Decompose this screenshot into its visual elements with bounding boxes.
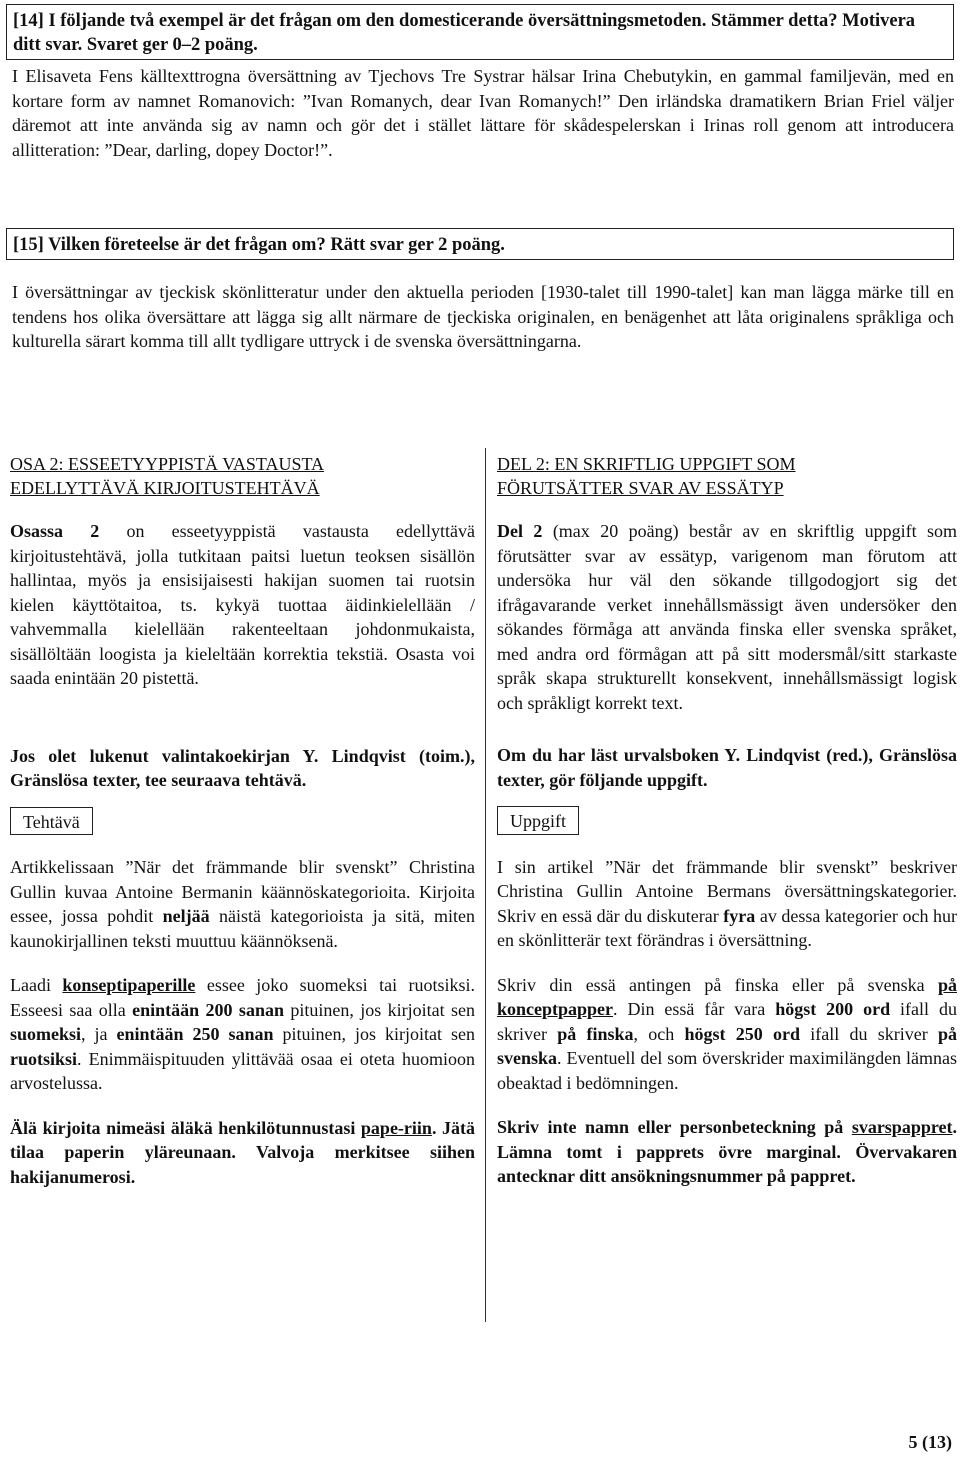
- finnish-write-k: . Enimmäispituuden ylittävää osaa ei oteta huomioon arvostelussa.: [10, 1048, 475, 1093]
- swedish-intro: [497, 519, 957, 715]
- finnish-warn-a: Älä kirjoita nimeäsi äläkä henkilötunnustasi: [10, 1117, 361, 1138]
- swedish-task: [497, 855, 957, 953]
- swedish-task-a: I sin artikel ”När det främmande blir svenskt” beskriver Christina Gullin Antoine Bermans översättningskategorier. Skriv en essä där du diskuterar: [497, 856, 957, 926]
- finnish-write-f: suomeksi: [10, 1024, 82, 1044]
- swedish-task-b: fyra: [723, 905, 756, 926]
- question-15-text: [15] Vilken företeelse är det frågan om? Rätt svar ger 2 poäng.: [13, 235, 505, 255]
- swedish-heading-line-2: FÖRUTSÄTTER SVAR AV ESSÄTYP: [497, 478, 784, 498]
- finnish-write-e: pituinen, jos kirjoitat sen: [283, 999, 476, 1020]
- swedish-writing-rules: [497, 973, 957, 1096]
- column-divider: [485, 448, 486, 1322]
- finnish-intro-text: on esseetyyppistä vastausta edellyttävä kirjoitustehtävä, jolla tutkitaan paitsi luetun teoksen sisällön hallintaa, myös ja ensisijaisesti hakijan suomen tai ruotsin kielen käyttötaitoa, ts. kykyä tuottaa äidinkielellään / vahvemmalla kielellään rakenteeltaan johdonmukaista, sisällöltään loogista ja kieleltään korrektia tekstiä. Osasta voi saada enintään 20 pistettä.: [10, 521, 475, 688]
- question-14-text: [14] I följande två exempel är det frågan om den domesticerande översättningsmetoden. Stämmer detta? Motivera ditt svar. Svaret ger 0–2 poäng.: [13, 11, 916, 55]
- finnish-warning: [10, 1116, 475, 1190]
- finnish-heading-line-1: OSA 2: ESSEETYYPPISTÄ VASTAUSTA: [10, 454, 325, 474]
- finnish-intro: [10, 519, 475, 691]
- page-number: 5 (13): [908, 1432, 952, 1452]
- finnish-task-a: Artikkelissaan ”När det främmande blir svenskt” Christina Gullin kuvaa Antoine Bermanin käännöskategorioita. Kirjoita essee, jossa pohdit: [10, 857, 475, 926]
- swedish-write-k: . Eventuell del som överskrider maximilängden lämnas obeaktad i bedömningen.: [497, 1048, 957, 1093]
- finnish-task: [10, 855, 475, 953]
- swedish-write-h: högst 250 ord: [684, 1023, 801, 1044]
- swedish-intro-text: (max 20 poäng) består av en skriftlig uppgift som förutsätter svar av essätyp, varigenom man förutom att undersöka hur väl den sökande tillgodogjort sig det ifrågavarande verket innehållsmässigt även undersöker den sökandes förmåga att använda finska eller svenska språket, med andra ord förmågan att på sitt modersmål/sitt starkaste språk skapa strukturellt konsekvent, innehållsmässigt logisk och språkligt korrekt text.: [497, 521, 957, 713]
- swedish-task-label-box: [497, 806, 957, 835]
- finnish-task-label: Tehtävä: [10, 807, 93, 836]
- swedish-write-i: ifall du skriver: [800, 1023, 938, 1044]
- swedish-write-f: på finska: [557, 1023, 634, 1044]
- question-15-passage: I översättningar av tjeckisk skönlitteratur under den aktuella perioden [1930-talet till 1990-talet] kan man lägga märke till en tendens hos olika översättare att lägga sig allt närmare de tjeckiska originalen, en benägenhet att låta originalens språkliga och kulturella särart komma till allt tydligare uttryck i de svenska översättningarna.: [12, 282, 954, 351]
- finnish-write-a: Laadi: [10, 975, 63, 995]
- swedish-warn-c: . Lämna tomt i papprets övre marginal. Övervakaren antecknar ditt ansökningsnummer på pappret.: [497, 1117, 957, 1186]
- swedish-write-d: högst 200 ord: [775, 999, 891, 1019]
- question-14-passage: I Elisaveta Fens källtexttrogna översättning av Tjechovs Tre Systrar hälsar Irina Chebutykin, en gammal familjevän, med en kortare form av namnet Romanovich: ”Ivan Romanych, dear Ivan Romanych!” Den irländska dramatikern Brian Friel väljer däremot att inte använda sig av namn och gör det i stället lättare för skådespelerskan i Irinas roll genom att introducera allitteration: ”Dear, darling, dopey Doctor!”.: [12, 66, 954, 160]
- swedish-task-c: av dessa kategorier och hur en skönlitterär text förändras i översättning.: [497, 905, 957, 950]
- swedish-column: [497, 452, 957, 1189]
- finnish-warn-c: . Jätä tilaa paperin yläreunaan. Valvoja merkitsee siihen hakijanumerosi.: [10, 1117, 475, 1187]
- finnish-write-d: enintään 200 sanan: [132, 999, 284, 1020]
- finnish-write-h: enintään 250 sanan: [116, 1024, 274, 1044]
- swedish-warning: [497, 1115, 957, 1189]
- question-14-box: [6, 4, 954, 60]
- finnish-book-instruction: Jos olet lukenut valintakoekirjan Y. Lindqvist (toim.), Gränslösa texter, tee seuraava tehtävä.: [10, 745, 475, 790]
- finnish-heading: [10, 452, 475, 500]
- question-15-box: [6, 228, 954, 260]
- finnish-write-c: essee joko suomeksi tai ruotsiksi. Esseesi saa olla: [10, 975, 475, 1020]
- swedish-intro-bold: Del 2: [497, 521, 543, 541]
- swedish-book-instruction: Om du har läst urvalsboken Y. Lindqvist (red.), Gränslösa texter, gör följande uppgift.: [497, 745, 957, 790]
- finnish-intro-bold: Osassa 2: [10, 521, 100, 541]
- swedish-write-j: på svenska: [497, 1023, 957, 1068]
- finnish-warn-b: pape-riin: [360, 1117, 432, 1138]
- finnish-task-c: näistä kategorioista ja sitä, miten kaunokirjallinen teksti muuttuu käännöksenä.: [10, 906, 475, 951]
- finnish-write-i: pituinen, jos kirjoitat sen: [273, 1024, 475, 1044]
- swedish-warn-b: svarspappret: [851, 1117, 953, 1137]
- swedish-write-a: Skriv din essä antingen på finska eller på svenska: [497, 974, 938, 995]
- finnish-write-g: , ja: [81, 1024, 117, 1044]
- finnish-write-j: ruotsiksi: [10, 1048, 78, 1069]
- swedish-write-c: . Din essä får vara: [613, 999, 776, 1019]
- finnish-write-b: konseptipaperille: [62, 975, 196, 995]
- swedish-heading-line-1: DEL 2: EN SKRIFTLIG UPPGIFT SOM: [497, 454, 796, 474]
- swedish-write-e: ifall du skriver: [497, 999, 957, 1044]
- finnish-heading-line-2: EDELLYTTÄVÄ KIRJOITUSTEHTÄVÄ: [10, 478, 320, 498]
- finnish-task-b: neljää: [162, 906, 210, 926]
- finnish-column: [10, 452, 475, 1189]
- swedish-heading: [497, 452, 957, 500]
- finnish-task-label-box: [10, 807, 475, 836]
- finnish-writing-rules: [10, 973, 475, 1096]
- swedish-write-b: på konceptpapper: [497, 974, 957, 1019]
- swedish-write-g: , och: [633, 1023, 685, 1044]
- swedish-task-label: Uppgift: [497, 806, 579, 835]
- swedish-warn-a: Skriv inte namn eller personbeteckning på: [497, 1117, 852, 1137]
